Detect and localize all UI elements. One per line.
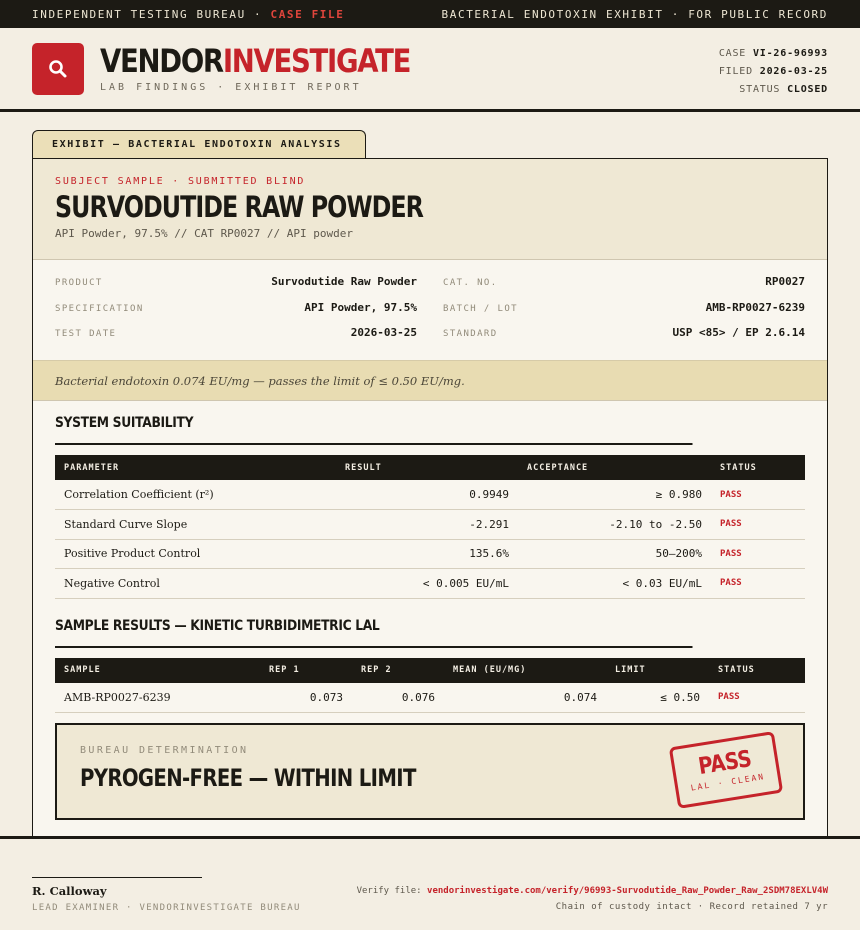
- spec-row: STANDARD USP <85> / EP 2.6.14: [443, 326, 805, 339]
- brand-subtitle: LAB FINDINGS · EXHIBIT REPORT: [100, 82, 362, 93]
- pass-stamp: PASS LAL · CLEAN: [669, 731, 783, 809]
- case-number: VI-26-96993: [752, 48, 828, 59]
- table-row: Standard Curve Slope -2.291 -2.10 to -2.50 PASS: [55, 510, 805, 540]
- section-heading: SAMPLE RESULTS — KINETIC TURBIDIMETRIC LAL: [55, 604, 693, 648]
- examiner-name: R. Calloway: [32, 884, 107, 898]
- table-row: Negative Control < 0.005 EU/mL < 0.03 EU/mL PASS: [55, 569, 805, 599]
- status-badge: PASS: [711, 539, 805, 569]
- subject-kicker: SUBJECT SAMPLE · SUBMITTED BLIND: [55, 176, 306, 187]
- status-badge: PASS: [711, 569, 805, 599]
- magnifier-icon: [47, 58, 69, 80]
- spec-row: BATCH / LOT AMB-RP0027-6239: [443, 300, 805, 314]
- suitability-table: [55, 455, 805, 599]
- spec-column-right: [443, 275, 805, 360]
- footer-divider: [0, 836, 860, 839]
- result-summary: Bacterial endotoxin 0.074 EU/mg — passes the limit of ≤ 0.50 EU/mg.: [33, 360, 827, 401]
- filed-date: 2026-03-25: [759, 66, 828, 77]
- signature-line: [32, 877, 202, 878]
- sample-title: SURVODUTIDE RAW POWDER: [55, 190, 424, 224]
- results-table: [55, 658, 805, 713]
- exhibit-panel: [32, 158, 828, 837]
- spec-grid: [33, 260, 827, 360]
- spec-row: CAT. NO. RP0027: [443, 275, 805, 288]
- verify-link[interactable]: vendorinvestigate.com/verify/96993-Survodutide_Raw_Powder_Raw_2SDM78EXLV4W: [427, 886, 828, 896]
- case-meta: CASE VI-26-96993 FILED 2026-03-25 STATUS CLOSED: [718, 48, 828, 95]
- section-heading: SYSTEM SUITABILITY: [55, 401, 693, 445]
- brand-name: VENDORINVESTIGATE: [100, 42, 411, 80]
- custody-note: Chain of custody intact · Record retained 7 yr: [555, 902, 828, 912]
- table-row: Positive Product Control 135.6% 50–200% PASS: [55, 539, 805, 569]
- spec-row: PRODUCT Survodutide Raw Powder: [55, 275, 417, 288]
- examiner-role: LEAD EXAMINER · VENDORINVESTIGATE BUREAU: [32, 903, 301, 913]
- top-bar: [0, 0, 860, 28]
- case-file-label: CASE FILE: [270, 7, 345, 21]
- determination-value: PYROGEN-FREE — WITHIN LIMIT: [80, 764, 416, 792]
- top-bar-right: BACTERIAL ENDOTOXIN EXHIBIT · FOR PUBLIC RECORD: [441, 7, 828, 21]
- top-bar-left: INDEPENDENT TESTING BUREAU · CASE FILE: [32, 7, 345, 21]
- status-badge: PASS: [711, 510, 805, 540]
- spec-row: TEST DATE 2026-03-25: [55, 326, 417, 339]
- table-header-row: SAMPLE REP 1 REP 2 MEAN (EU/MG) LIMIT STATUS: [55, 658, 805, 683]
- page-header: [0, 28, 860, 112]
- sample-results-section: [33, 604, 827, 713]
- table-row: AMB-RP0027-6239 0.073 0.076 0.074 ≤ 0.50 PASS: [55, 683, 805, 713]
- brand: [100, 44, 461, 93]
- determination-label: BUREAU DETERMINATION: [80, 745, 249, 756]
- table-header-row: PARAMETER RESULT ACCEPTANCE STATUS: [55, 455, 805, 480]
- status-badge: PASS: [709, 683, 805, 713]
- case-status: CLOSED: [787, 84, 828, 95]
- status-badge: PASS: [711, 480, 805, 510]
- spec-column-left: [55, 275, 417, 360]
- verify-line: Verify file: vendorinvestigate.com/verify/96993-Survodutide_Raw_Powder_Raw_2SDM78EXLV4W: [356, 886, 828, 896]
- table-row: Correlation Coefficient (r²) 0.9949 ≥ 0.980 PASS: [55, 480, 805, 510]
- subject-section: [33, 159, 827, 260]
- exhibit-tab: EXHIBIT — BACTERIAL ENDOTOXIN ANALYSIS: [32, 130, 366, 159]
- spec-row: SPECIFICATION API Powder, 97.5%: [55, 300, 417, 314]
- system-suitability-section: [33, 401, 827, 599]
- sample-description: API Powder, 97.5% // CAT RP0027 // API powder: [55, 227, 354, 240]
- logo: [32, 43, 84, 95]
- bureau-determination: [55, 723, 805, 820]
